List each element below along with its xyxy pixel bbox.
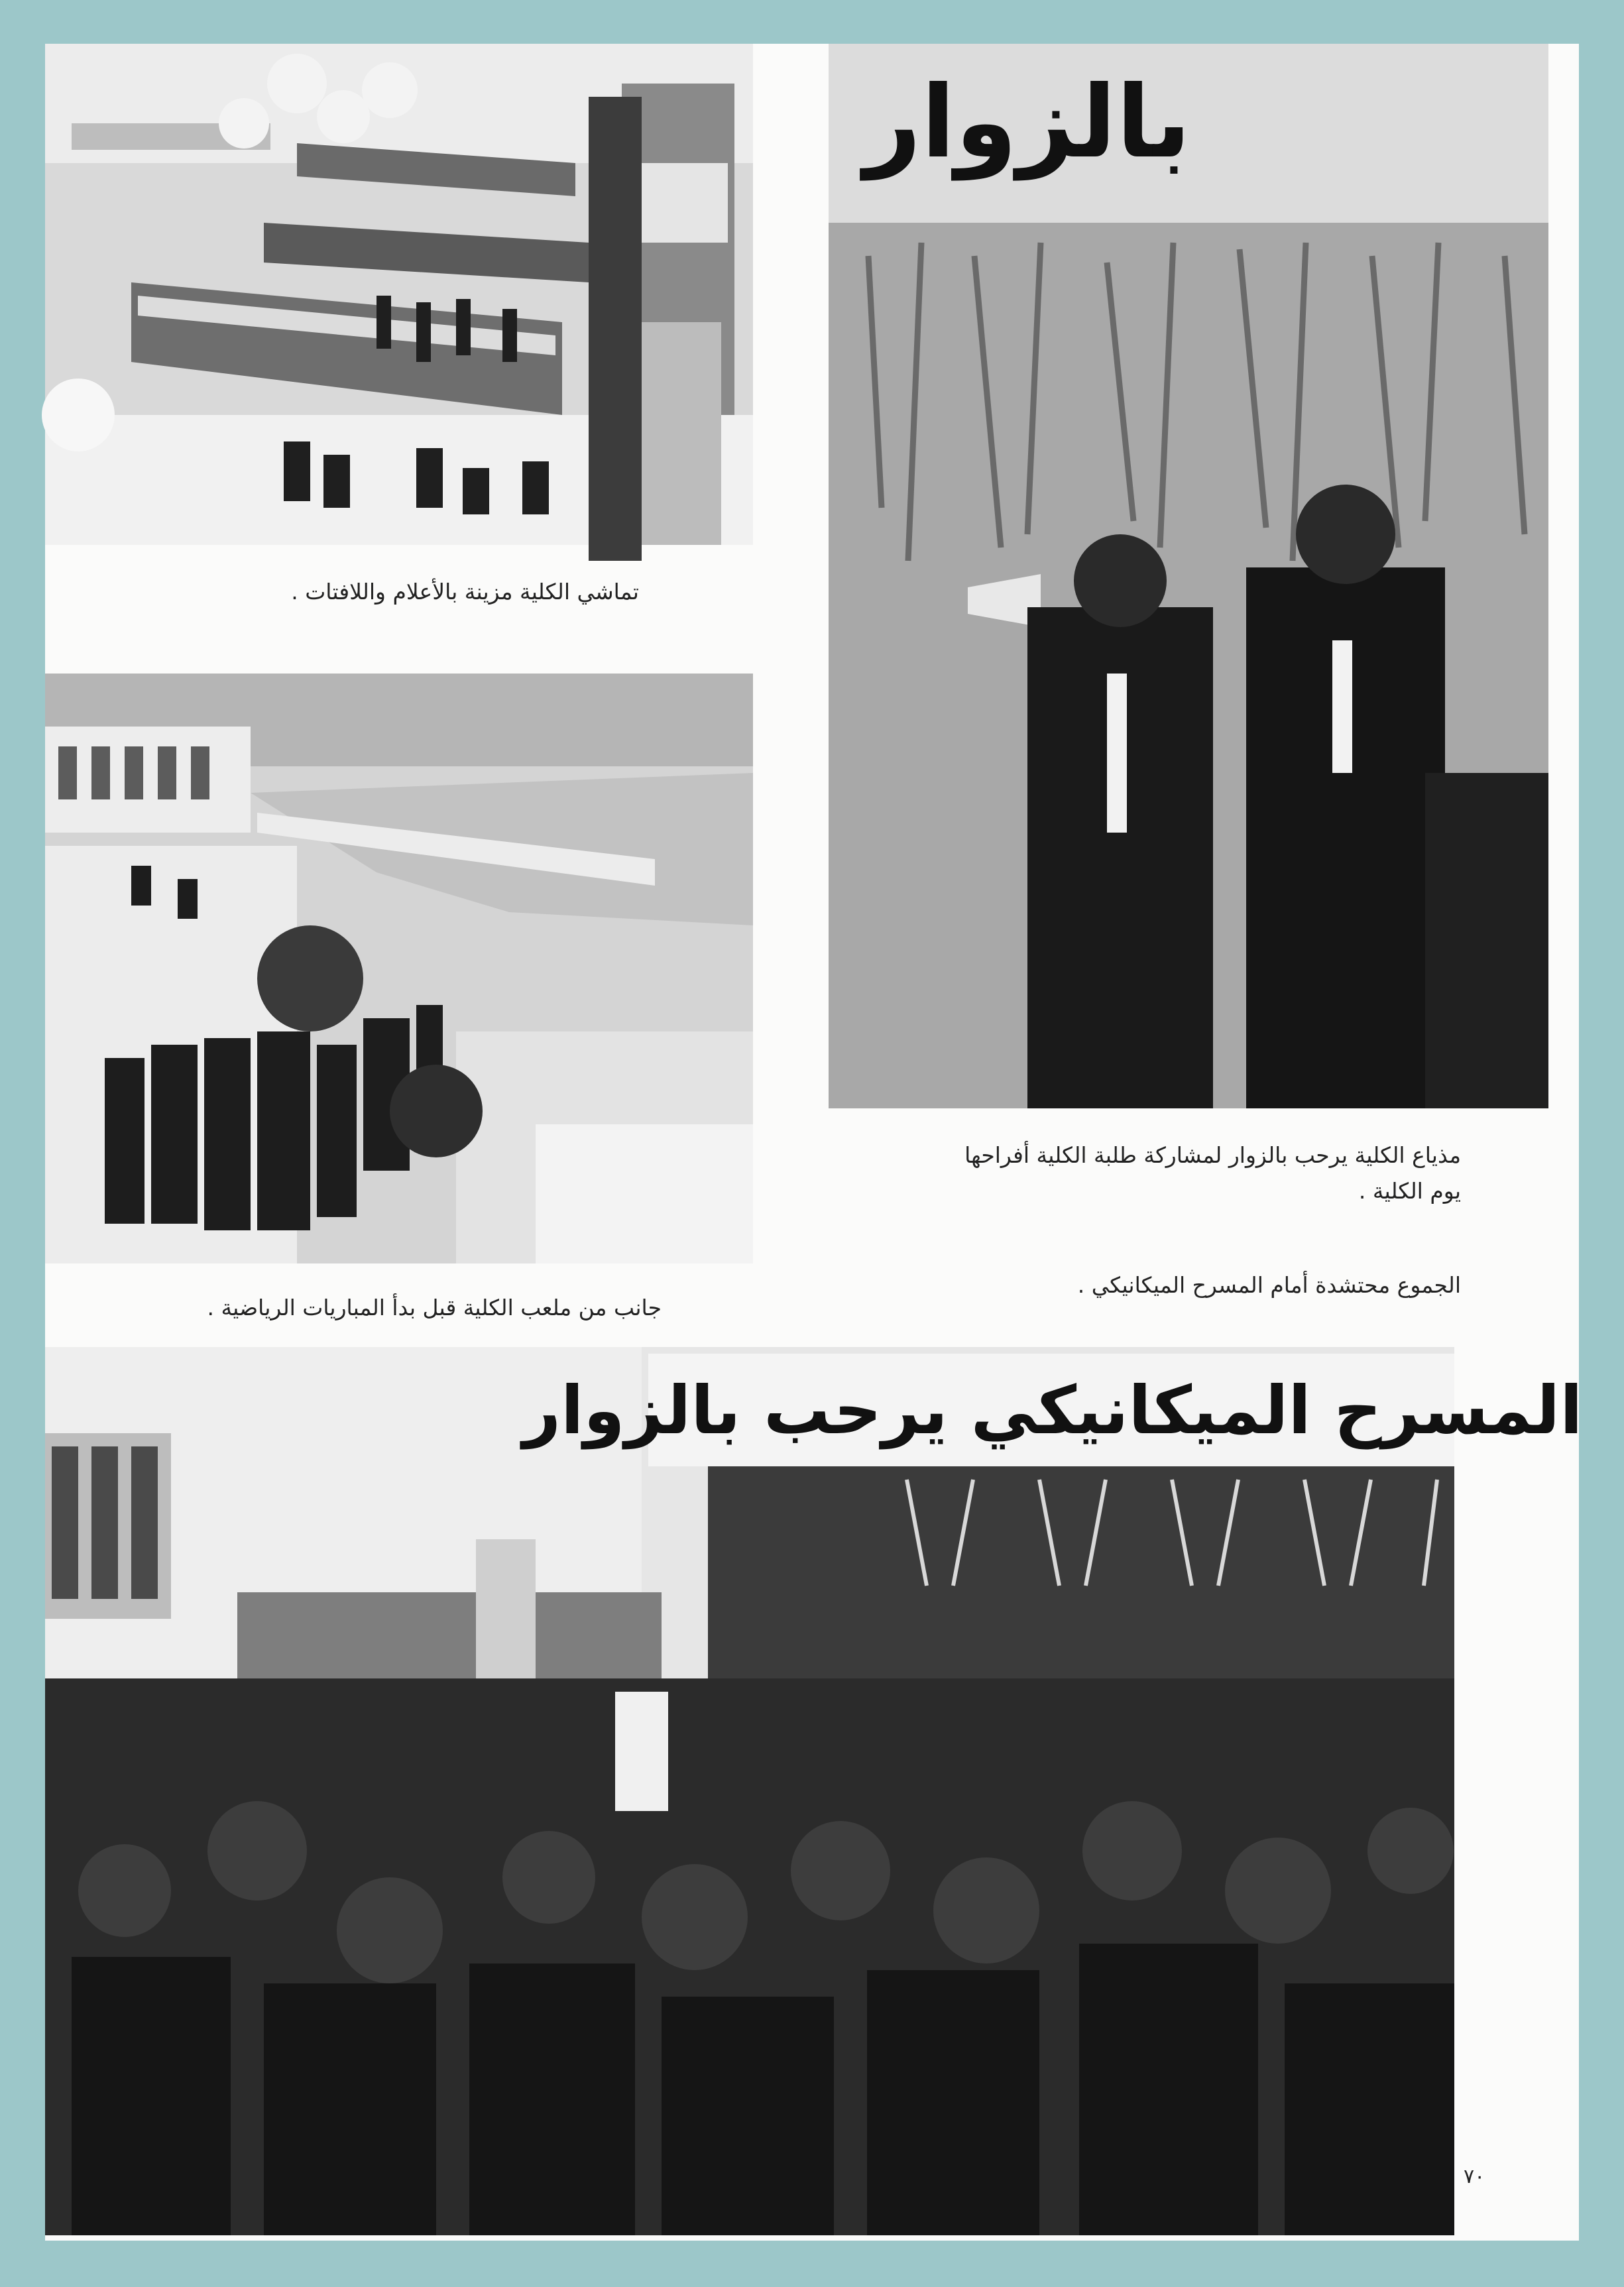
stage-banner-text: المسرح الميكانيكي يرحب بالزوار bbox=[522, 1372, 1583, 1449]
caption-sports-field: جانب من ملعب الكلية قبل بدأ المباريات الرياضية . bbox=[207, 1295, 662, 1320]
caption-crowds: الجموع محتشدة أمام المسرح الميكانيكي . bbox=[1077, 1272, 1461, 1298]
album-page bbox=[45, 44, 1583, 2241]
page-number: ٧٠ bbox=[1464, 2165, 1485, 2188]
caption-decorated-corridors: تماشي الكلية مزينة بالأعلام واللافتات . bbox=[291, 579, 639, 605]
announcer-banner-text: بالزوار bbox=[864, 65, 1191, 180]
photo-announcer-megaphone bbox=[829, 44, 1548, 1108]
photo-sports-field bbox=[45, 674, 753, 1263]
caption-announcer-line2: يوم الكلية . bbox=[1358, 1178, 1461, 1204]
caption-announcer bbox=[917, 1138, 1461, 1210]
caption-announcer-line1: مذياع الكلية يرحب بالزوار لمشاركة طلبة الكلية أفراحها bbox=[964, 1142, 1461, 1168]
photo-decorated-corridors bbox=[45, 44, 753, 545]
